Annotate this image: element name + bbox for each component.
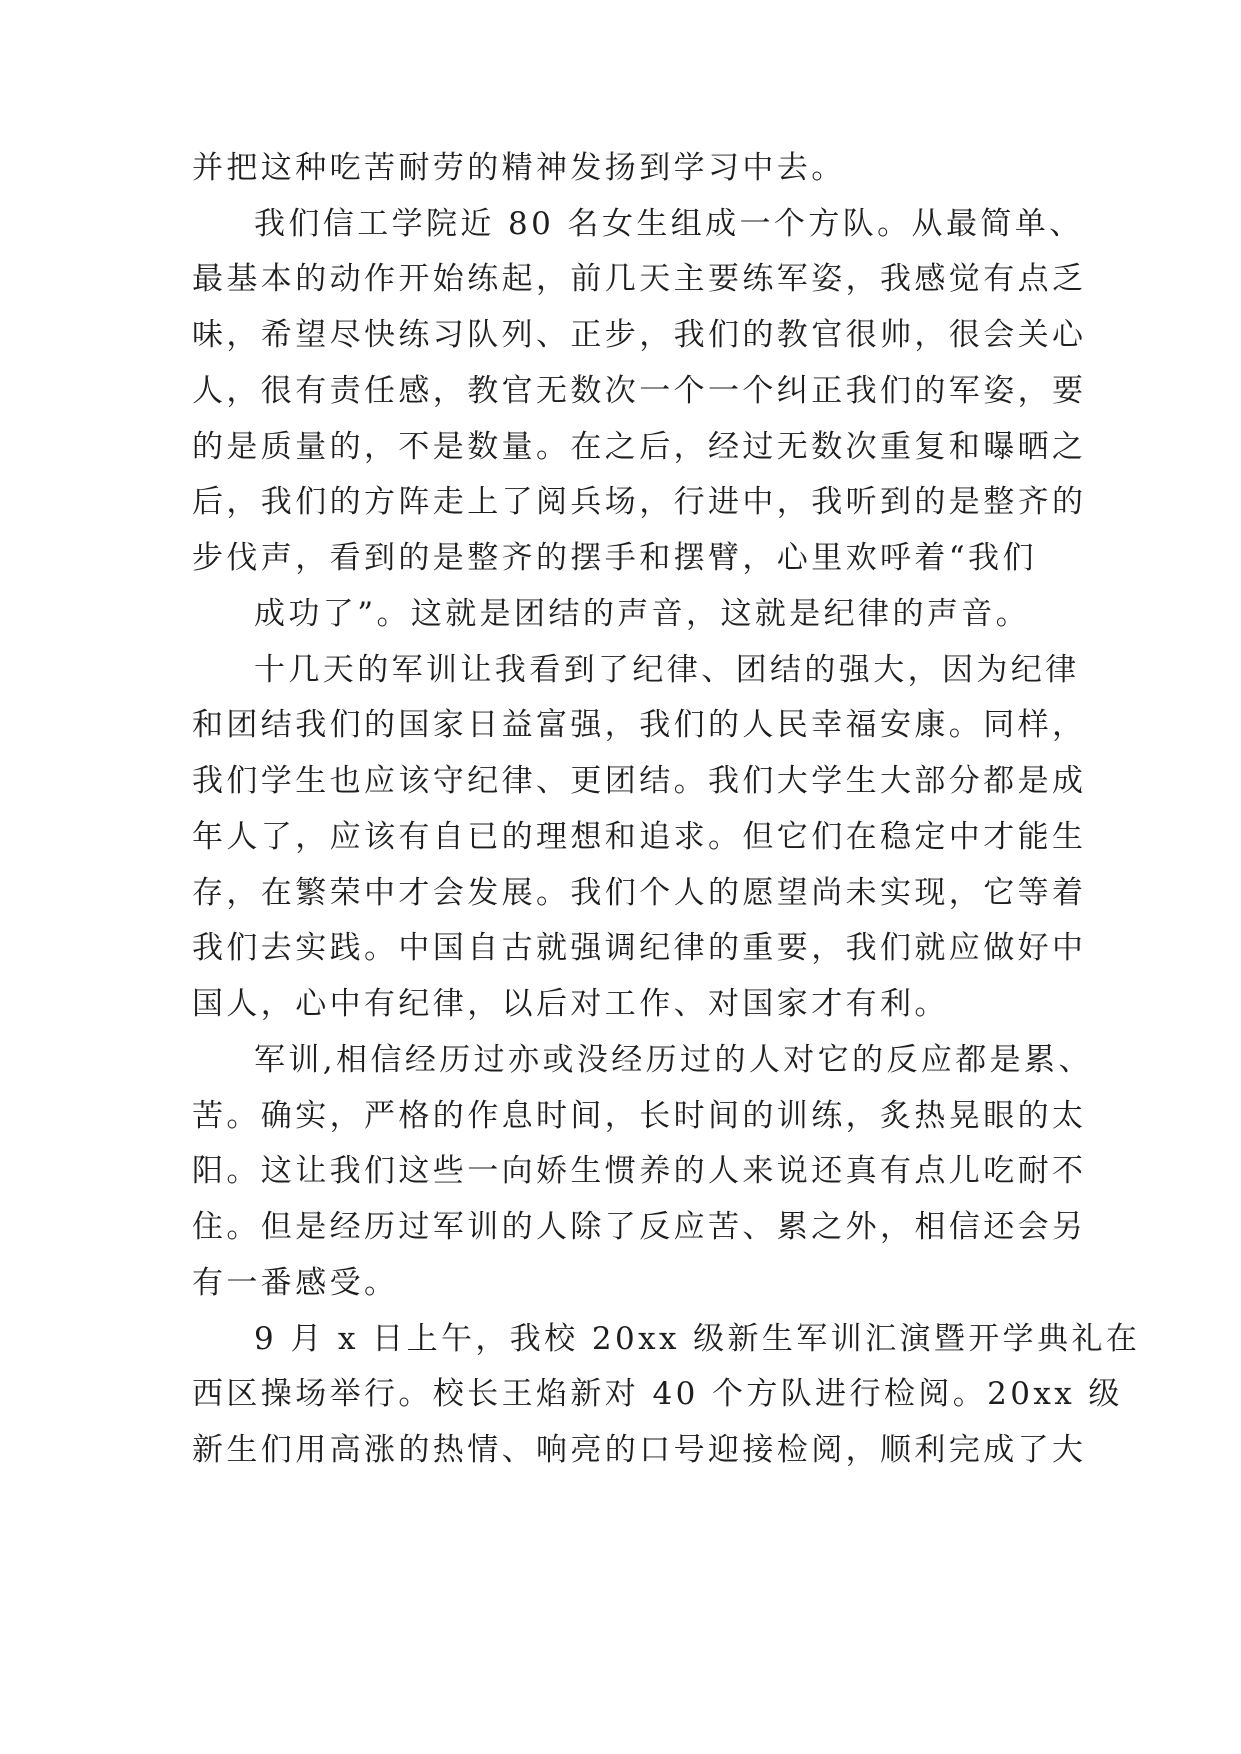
text-line: 新生们用高涨的热情、响亮的口号迎接检阅，顺利完成了大 [192, 1432, 1087, 1468]
text-line: 我们去实践。中国自古就强调纪律的重要，我们就应做好中 [192, 930, 1087, 966]
text-line: 后，我们的方阵走上了阅兵场，行进中，我听到的是整齐的 [192, 484, 1087, 520]
text-line: 军训,相信经历过亦或没经历过的人对它的反应都是累、 [254, 1042, 1093, 1078]
text-line: 的是质量的，不是数量。在之后，经过无数次重复和曝晒之 [192, 429, 1087, 465]
text-line: 和团结我们的国家日益富强，我们的人民幸福安康。同样， [192, 707, 1087, 743]
text-line: 我们信工学院近 80 名女生组成一个方队。从最简单、 [254, 206, 1084, 242]
text-line: 国人，心中有纪律，以后对工作、对国家才有利。 [192, 986, 949, 1022]
text-line: 西区操场举行。校长王焰新对 40 个方队进行检阅。20xx 级 [192, 1376, 1123, 1412]
text-line: 人，很有责任感，教官无数次一个一个纠正我们的军姿，要 [192, 373, 1087, 409]
text-line: 阳。这让我们这些一向娇生惯养的人来说还真有点儿吃耐不 [192, 1153, 1087, 1189]
text-line: 苦。确实，严格的作息时间，长时间的训练，炙热晃眼的太 [192, 1098, 1087, 1134]
text-line: 我们学生也应该守纪律、更团结。我们大学生大部分都是成 [192, 763, 1087, 799]
text-line: 步伐声，看到的是整齐的摆手和摆臂，心里欢呼着“我们 [192, 540, 1037, 576]
text-line: 成功了”。这就是团结的声音，这就是纪律的声音。 [254, 596, 1031, 632]
text-line: 9 月 x 日上午，我校 20xx 级新生军训汇演暨开学典礼在 [254, 1321, 1141, 1357]
text-line: 并把这种吃苦耐劳的精神发扬到学习中去。 [192, 150, 846, 186]
text-line: 存，在繁荣中才会发展。我们个人的愿望尚未实现，它等着 [192, 875, 1087, 911]
text-line: 最基本的动作开始练起，前几天主要练军姿，我感觉有点乏 [192, 261, 1087, 297]
text-line: 住。但是经历过军训的人除了反应苦、累之外，相信还会另 [192, 1209, 1087, 1245]
text-line: 有一番感受。 [192, 1265, 399, 1301]
text-line: 年人了，应该有自已的理想和追求。但它们在稳定中才能生 [192, 819, 1087, 855]
text-line: 味，希望尽快练习队列、正步，我们的教官很帅，很会关心 [192, 317, 1087, 353]
text-line: 十几天的军训让我看到了纪律、团结的强大，因为纪律 [254, 652, 1080, 688]
